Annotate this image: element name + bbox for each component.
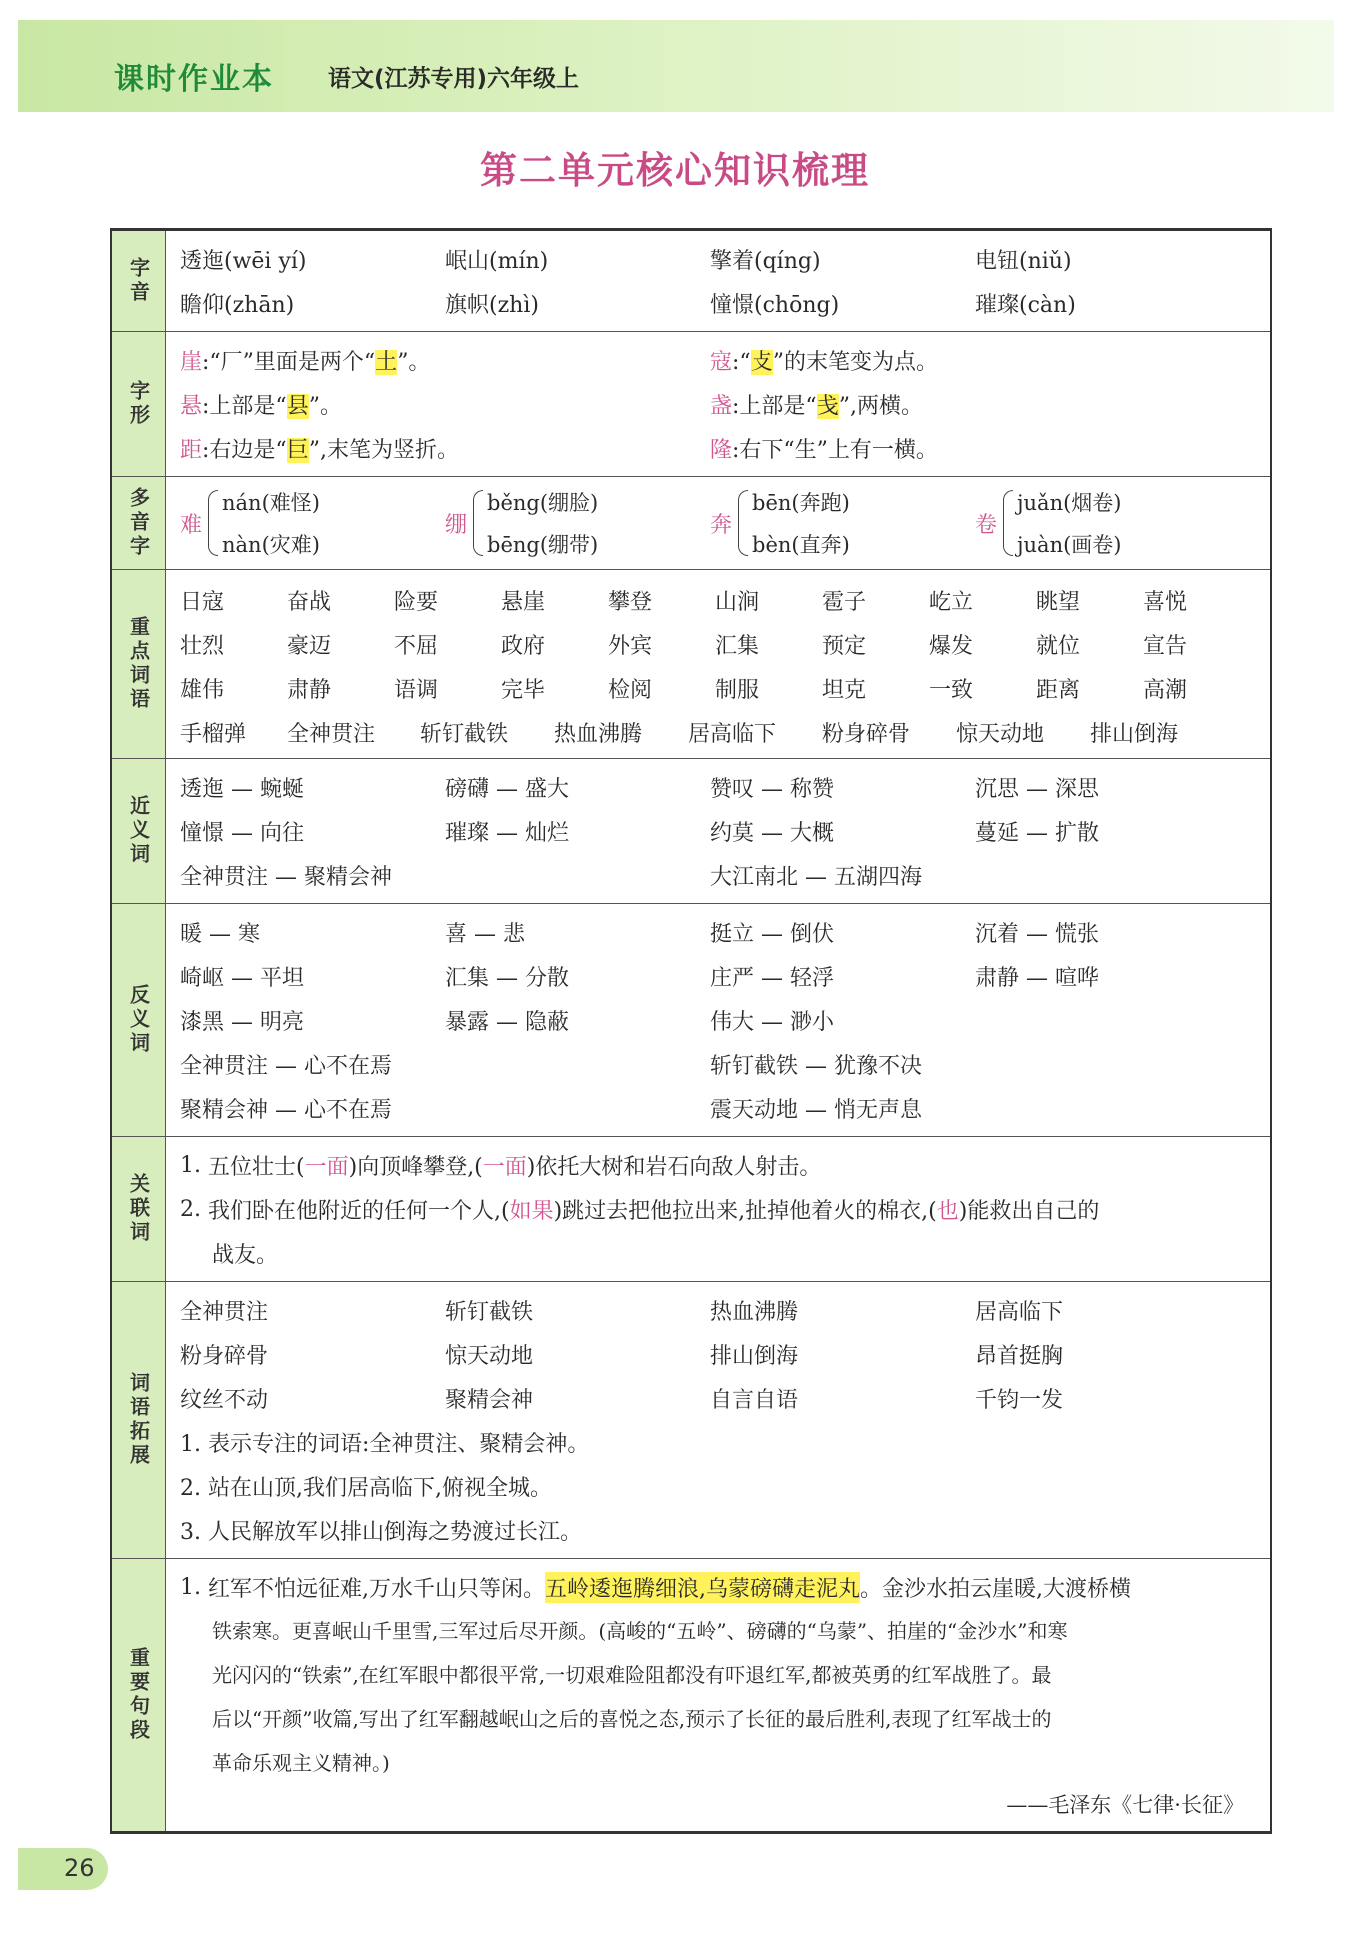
word-item: 不屈 xyxy=(394,634,439,659)
word-item: 眺望 xyxy=(1036,590,1081,615)
word-item: 排山倒海 xyxy=(710,1343,799,1369)
word-item: 惊天动地 xyxy=(956,722,1045,747)
reading: nàn(灾难) xyxy=(222,533,320,557)
key-words-row xyxy=(180,576,1270,620)
word-pair: 憧憬 — 向往 xyxy=(180,820,304,846)
passage-highlight: 五岭逶迤腾细浪,乌蒙磅礴走泥丸 xyxy=(545,1572,860,1603)
glyph-char: 盏 xyxy=(710,393,733,419)
brace-icon xyxy=(1003,490,1013,556)
glyph-row xyxy=(180,426,1270,470)
antonym-row xyxy=(180,1042,1270,1086)
section-label: 字音 xyxy=(112,231,166,331)
passage-attribution: ——毛泽东《七律·长征》 xyxy=(1006,1793,1244,1817)
polyphonic-row xyxy=(180,479,1270,567)
word-pair: 漆黑 — 明亮 xyxy=(180,1009,304,1035)
word-pair: 崎岖 — 平坦 xyxy=(180,965,304,991)
glyph-char: 寇 xyxy=(710,349,733,375)
reading: juàn(画卷) xyxy=(1017,533,1122,557)
brace-icon xyxy=(738,490,748,556)
glyph-highlight: 攴 xyxy=(750,349,773,375)
sentence-text: 五位壮士( xyxy=(208,1154,305,1180)
word-item: 全神贯注 xyxy=(287,722,376,747)
expansion-row xyxy=(180,1288,1270,1332)
word-item: 擎着(qíng) xyxy=(710,248,821,274)
connective-word: 一面 xyxy=(304,1154,349,1180)
glyph-item xyxy=(710,433,938,464)
word-item: 距离 xyxy=(1036,678,1081,703)
section-glyph xyxy=(112,332,1270,477)
reading: běng(绷脸) xyxy=(487,491,599,515)
glyph-char: 距 xyxy=(180,437,203,463)
word-pair: 约莫 — 大概 xyxy=(710,820,834,846)
glyph-highlight: 巨 xyxy=(286,437,309,463)
glyph-item xyxy=(710,389,923,420)
section-polyphonic xyxy=(112,477,1270,570)
reading: juǎn(烟卷) xyxy=(1017,491,1122,515)
glyph-char: 崖 xyxy=(180,349,203,375)
word-item: 千钧一发 xyxy=(975,1387,1064,1413)
word-pair: 暴露 — 隐蔽 xyxy=(445,1009,569,1035)
key-words-row xyxy=(180,664,1270,708)
word-item: 预定 xyxy=(822,634,867,659)
word-item: 排山倒海 xyxy=(1090,722,1179,747)
glyph-highlight: 土 xyxy=(375,349,398,375)
word-pair: 挺立 — 倒伏 xyxy=(710,921,834,947)
polyphonic-char: 绷 xyxy=(445,512,468,538)
glyph-note: ”,两横。 xyxy=(838,393,923,419)
item-number: 2. xyxy=(180,1196,201,1222)
connective-word: 如果 xyxy=(509,1198,554,1224)
word-item: 完毕 xyxy=(501,678,546,703)
word-pair: 透迤 — 蜿蜒 xyxy=(180,776,304,802)
sentence-text: )跳过去把他拉出来,扯掉他着火的棉衣,( xyxy=(553,1198,937,1224)
section-expansion xyxy=(112,1282,1270,1559)
word-item: 外宾 xyxy=(608,634,653,659)
glyph-row xyxy=(180,382,1270,426)
glyph-note: ”。 xyxy=(397,349,431,375)
section-connectives xyxy=(112,1137,1270,1282)
brand-name: 课时作业本 xyxy=(114,62,274,97)
passage-line: 后以“开颜”收篇,写出了红军翻越岷山之后的喜悦之态,预示了长征的最后胜利,表现了红军战士的 xyxy=(212,1707,1052,1731)
word-item: 喜悦 xyxy=(1143,590,1188,615)
word-item: 热血沸腾 xyxy=(554,722,643,747)
glyph-note: :右下“生”上有一横。 xyxy=(732,437,938,463)
section-key-words xyxy=(112,570,1270,759)
word-pair: 沉着 — 慌张 xyxy=(975,921,1099,947)
word-pair: 汇集 — 分散 xyxy=(445,965,569,991)
section-pronunciation xyxy=(112,231,1270,332)
page-number: 26 xyxy=(64,1854,95,1882)
polyphonic-item xyxy=(975,487,1121,559)
word-item: 全神贯注 xyxy=(180,1299,269,1325)
word-item: 璀璨(càn) xyxy=(975,292,1076,318)
item-number: 1. xyxy=(180,1574,201,1600)
word-item: 居高临下 xyxy=(688,722,777,747)
word-pair: 喜 — 悲 xyxy=(445,921,525,947)
glyph-char: 隆 xyxy=(710,437,733,463)
word-item: 粉身碎骨 xyxy=(822,722,911,747)
section-antonyms xyxy=(112,904,1270,1137)
polyphonic-char: 奔 xyxy=(710,512,733,538)
expansion-sentence: 1. 表示专注的词语:全神贯注、聚精会神。 xyxy=(180,1431,590,1457)
brace-icon xyxy=(208,490,218,556)
word-pair: 震天动地 — 悄无声息 xyxy=(710,1097,922,1123)
word-item: 山涧 xyxy=(715,590,760,615)
word-pair: 赞叹 — 称赞 xyxy=(710,776,834,802)
word-pair: 磅礴 — 盛大 xyxy=(445,776,569,802)
reading: bēng(绷带) xyxy=(487,533,599,557)
expansion-row xyxy=(180,1332,1270,1376)
word-pair: 肃静 — 喧哗 xyxy=(975,965,1099,991)
synonym-row xyxy=(180,853,1270,897)
passage-line: 革命乐观主义精神。) xyxy=(212,1751,390,1775)
sentence-text: )依托大树和岩石向敌人射击。 xyxy=(526,1154,822,1180)
word-pair: 大江南北 — 五湖四海 xyxy=(710,864,922,890)
word-pair: 伟大 — 渺小 xyxy=(710,1009,834,1035)
word-item: 自言自语 xyxy=(710,1387,799,1413)
word-item: 聚精会神 xyxy=(445,1387,534,1413)
word-item: 宣告 xyxy=(1143,634,1188,659)
word-item: 一致 xyxy=(929,678,974,703)
item-number: 1. xyxy=(180,1152,201,1178)
polyphonic-item xyxy=(180,487,320,559)
key-words-row xyxy=(180,708,1270,752)
word-pair: 璀璨 — 灿烂 xyxy=(445,820,569,846)
word-pair: 全神贯注 — 聚精会神 xyxy=(180,864,392,890)
word-item: 攀登 xyxy=(608,590,653,615)
knowledge-table xyxy=(110,228,1272,1834)
passage-text: 红军不怕远征难,万水千山只等闲。 xyxy=(208,1576,545,1602)
word-item: 肃静 xyxy=(287,678,332,703)
word-item: 纹丝不动 xyxy=(180,1387,269,1413)
word-item: 手榴弹 xyxy=(180,722,247,747)
expansion-row xyxy=(180,1376,1270,1420)
word-item: 壮烈 xyxy=(180,634,225,659)
word-item: 就位 xyxy=(1036,634,1081,659)
section-label: 多音字 xyxy=(112,477,166,569)
reading: bēn(奔跑) xyxy=(752,491,850,515)
word-item: 坦克 xyxy=(822,678,867,703)
section-label: 关联词 xyxy=(112,1137,166,1281)
passage-line: 铁索寒。更喜岷山千里雪,三军过后尽开颜。(高峻的“五岭”、磅礴的“乌蒙”、拍崖的“金沙水”和寒 xyxy=(212,1619,1068,1643)
page-number-tab xyxy=(18,1848,108,1890)
section-synonyms xyxy=(112,759,1270,904)
word-item: 憧憬(chōng) xyxy=(710,292,840,318)
word-item: 险要 xyxy=(394,590,439,615)
word-item: 昂首挺胸 xyxy=(975,1343,1064,1369)
synonym-row xyxy=(180,765,1270,809)
word-pair: 庄严 — 轻浮 xyxy=(710,965,834,991)
word-item: 雄伟 xyxy=(180,678,225,703)
word-item: 惊天动地 xyxy=(445,1343,534,1369)
word-item: 悬崖 xyxy=(501,590,546,615)
glyph-item xyxy=(710,345,938,376)
passage-text: 。金沙水拍云崖暖,大渡桥横 xyxy=(860,1576,1131,1602)
page-title: 第二单元核心知识梳理 xyxy=(480,149,870,192)
word-item: 高潮 xyxy=(1143,678,1188,703)
header-band xyxy=(18,20,1334,112)
connective-sentence xyxy=(180,1187,1270,1231)
word-item: 检阅 xyxy=(608,678,653,703)
glyph-item xyxy=(180,345,430,376)
section-label: 近义词 xyxy=(112,759,166,903)
word-item: 日寇 xyxy=(180,590,225,615)
key-words-row xyxy=(180,620,1270,664)
word-item: 屹立 xyxy=(929,590,974,615)
connective-word: 一面 xyxy=(482,1154,527,1180)
section-key-passage xyxy=(112,1559,1270,1831)
antonym-row xyxy=(180,1086,1270,1130)
antonym-row xyxy=(180,998,1270,1042)
glyph-note: ”。 xyxy=(308,393,342,419)
section-label: 字形 xyxy=(112,332,166,476)
glyph-note: ”,末笔为竖折。 xyxy=(308,437,459,463)
word-pair: 全神贯注 — 心不在焉 xyxy=(180,1053,392,1079)
word-pair: 暖 — 寒 xyxy=(180,921,260,947)
word-item: 粉身碎骨 xyxy=(180,1343,269,1369)
glyph-item xyxy=(180,389,342,420)
polyphonic-item xyxy=(710,487,850,559)
section-label: 反义词 xyxy=(112,904,166,1136)
word-item: 制服 xyxy=(715,678,760,703)
passage-line: 光闪闪的“铁索”,在红军眼中都很平常,一切艰难险阻都没有吓退红军,都被英勇的红军战胜了。最 xyxy=(212,1663,1052,1687)
glyph-note: :“厂”里面是两个“ xyxy=(202,349,376,375)
word-pair: 蔓延 — 扩散 xyxy=(975,820,1099,846)
glyph-note: :上部是“ xyxy=(732,393,817,419)
word-item: 热血沸腾 xyxy=(710,1299,799,1325)
glyph-item xyxy=(180,433,459,464)
word-item: 语调 xyxy=(394,678,439,703)
word-pair: 聚精会神 — 心不在焉 xyxy=(180,1097,392,1123)
word-pair: 沉思 — 深思 xyxy=(975,776,1099,802)
reading: bèn(直奔) xyxy=(752,533,850,557)
word-item: 政府 xyxy=(501,634,546,659)
passage-line xyxy=(180,1565,1258,1609)
word-item: 瞻仰(zhān) xyxy=(180,292,295,318)
connective-sentence xyxy=(180,1143,1270,1187)
word-item: 豪迈 xyxy=(287,634,332,659)
glyph-note: :右边是“ xyxy=(202,437,287,463)
antonym-row xyxy=(180,910,1270,954)
expansion-sentence: 2. 站在山顶,我们居高临下,俯视全城。 xyxy=(180,1475,552,1501)
word-item: 旗帜(zhì) xyxy=(445,292,539,318)
synonym-row xyxy=(180,809,1270,853)
word-item: 奋战 xyxy=(287,590,332,615)
connective-sentence-cont: 战友。 xyxy=(212,1242,279,1268)
pronunciation-row xyxy=(180,281,1270,325)
brace-icon xyxy=(473,490,483,556)
subject-label: 语文(江苏专用)六年级上 xyxy=(328,66,580,92)
glyph-char: 悬 xyxy=(180,393,203,419)
sentence-text: )向顶峰攀登,( xyxy=(348,1154,483,1180)
glyph-note: ”的末笔变为点。 xyxy=(772,349,938,375)
section-label: 重要句段 xyxy=(112,1559,166,1831)
word-item: 斩钉截铁 xyxy=(420,722,509,747)
reading: nán(难怪) xyxy=(222,491,320,515)
word-item: 岷山(mín) xyxy=(445,248,549,274)
word-item: 电钮(niǔ) xyxy=(975,248,1072,274)
connective-word: 也 xyxy=(936,1198,959,1224)
word-item: 斩钉截铁 xyxy=(445,1299,534,1325)
word-item: 爆发 xyxy=(929,634,974,659)
word-item: 透迤(wēi yí) xyxy=(180,248,307,274)
word-item: 居高临下 xyxy=(975,1299,1064,1325)
antonym-row xyxy=(180,954,1270,998)
sentence-text: 我们卧在他附近的任何一个人,( xyxy=(208,1198,510,1224)
polyphonic-char: 难 xyxy=(180,512,203,538)
word-item: 汇集 xyxy=(715,634,760,659)
glyph-note: :上部是“ xyxy=(202,393,287,419)
glyph-row xyxy=(180,338,1270,382)
glyph-note: :“ xyxy=(732,349,751,375)
polyphonic-char: 卷 xyxy=(975,512,998,538)
word-pair: 斩钉截铁 — 犹豫不决 xyxy=(710,1053,922,1079)
glyph-highlight: 戋 xyxy=(816,393,839,419)
expansion-sentence: 3. 人民解放军以排山倒海之势渡过长江。 xyxy=(180,1519,582,1545)
glyph-highlight: 县 xyxy=(286,393,309,419)
pronunciation-row xyxy=(180,237,1270,281)
sentence-text: )能救出自己的 xyxy=(958,1198,1100,1224)
section-label: 词语拓展 xyxy=(112,1282,166,1558)
polyphonic-item xyxy=(445,487,598,559)
section-label: 重点词语 xyxy=(112,570,166,758)
word-item: 雹子 xyxy=(822,590,867,615)
